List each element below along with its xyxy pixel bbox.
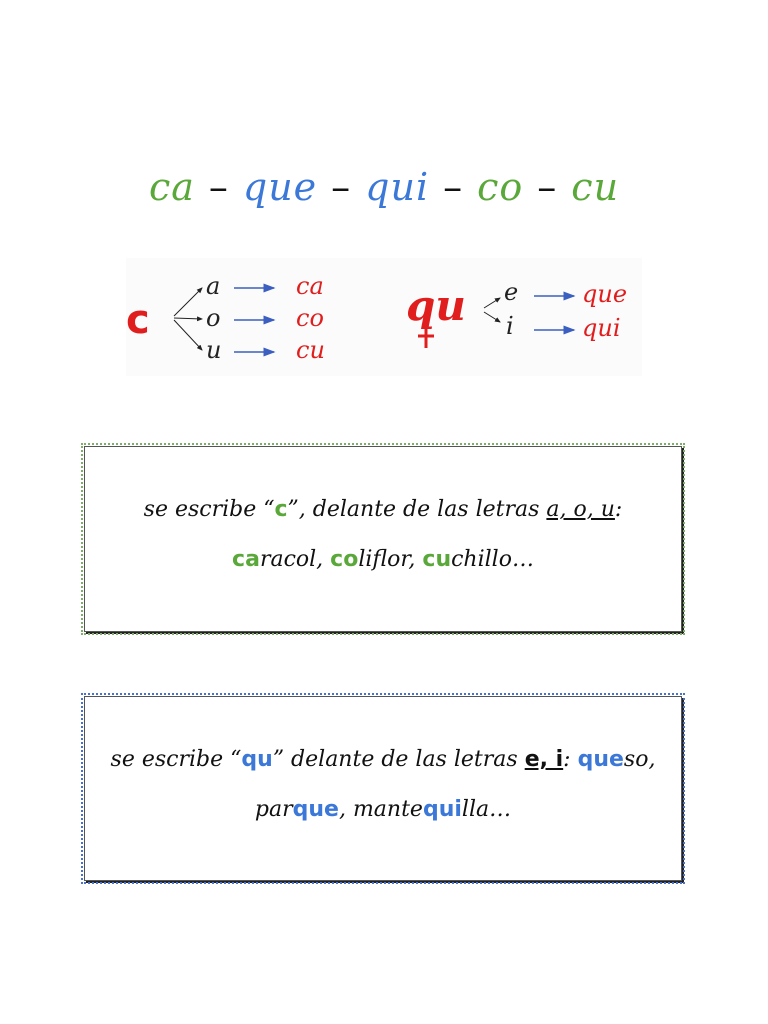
example-text: so, (623, 747, 656, 772)
rule-qu-letters: qu (241, 747, 273, 772)
example-highlight: que (292, 797, 339, 822)
diagram-branch-line (484, 312, 500, 322)
diagram-branch-line (174, 320, 202, 350)
rule-c-sentence (85, 497, 681, 522)
diagram-c-result-ca: ca (296, 272, 324, 300)
diagram-qu-vowel-i: i (506, 312, 514, 340)
diagram-c-result-cu: cu (296, 336, 325, 364)
rule-qu-text-start: se escribe “ (110, 747, 242, 772)
example-text: liflor, (358, 547, 423, 572)
example-highlight: cu (422, 547, 452, 572)
rule-qu-sentence (85, 747, 681, 772)
rule-box-qu (84, 696, 682, 881)
title-syllable-ca: ca (148, 165, 195, 209)
title-syllable-qui: qui (365, 165, 430, 209)
title-syllable-co: co (477, 165, 524, 209)
diagram-qu-result-que: que (582, 280, 628, 308)
rule-qu-text-mid: ” delante de las letras (272, 747, 525, 772)
example-text: par (254, 797, 293, 822)
rule-qu-colon: : (563, 747, 578, 772)
rule-box-c (84, 446, 682, 632)
syllable-diagram-svg (126, 258, 642, 376)
diagram-c-vowel-a: a (206, 272, 221, 300)
syllable-diagram (126, 258, 642, 376)
diagram-c-letter: c (126, 297, 150, 343)
rule-c-letter: c (274, 497, 288, 522)
title-separator: – (537, 165, 558, 209)
diagram-c-vowel-u: u (206, 336, 222, 364)
diagram-branch-line (174, 288, 202, 316)
example-text: , mante (338, 797, 423, 822)
diagram-branch-line (484, 298, 500, 308)
example-highlight: que (577, 747, 624, 772)
title-syllable-que: que (242, 165, 318, 209)
title-separator: – (208, 165, 229, 209)
example-highlight: qui (422, 797, 462, 822)
diagram-qu-vowel-e: e (504, 278, 519, 306)
rule-c-examples (85, 547, 681, 572)
diagram-qu-letters: qu (406, 281, 466, 330)
rule-c-text-mid: ”, delante de las letras (287, 497, 547, 522)
diagram-qu-result-qui: qui (582, 314, 621, 342)
example-text: racol, (259, 547, 331, 572)
title-separator: – (331, 165, 352, 209)
example-text: lla… (461, 797, 512, 822)
example-highlight: co (330, 547, 359, 572)
rule-qu-vowels: e, i (524, 747, 564, 772)
rule-c-vowels: a, o, u (546, 497, 615, 522)
page-title (0, 165, 768, 209)
rule-c-text-start: se escribe “ (143, 497, 275, 522)
rule-c-colon: : (614, 497, 623, 522)
title-syllable-cu: cu (571, 165, 620, 209)
diagram-branch-line (174, 318, 202, 319)
example-text: chillo… (451, 547, 534, 572)
example-highlight: ca (232, 547, 260, 572)
diagram-c-vowel-o: o (206, 304, 221, 332)
rule-qu-examples (85, 797, 681, 822)
title-separator: – (443, 165, 464, 209)
diagram-c-result-co: co (296, 304, 324, 332)
